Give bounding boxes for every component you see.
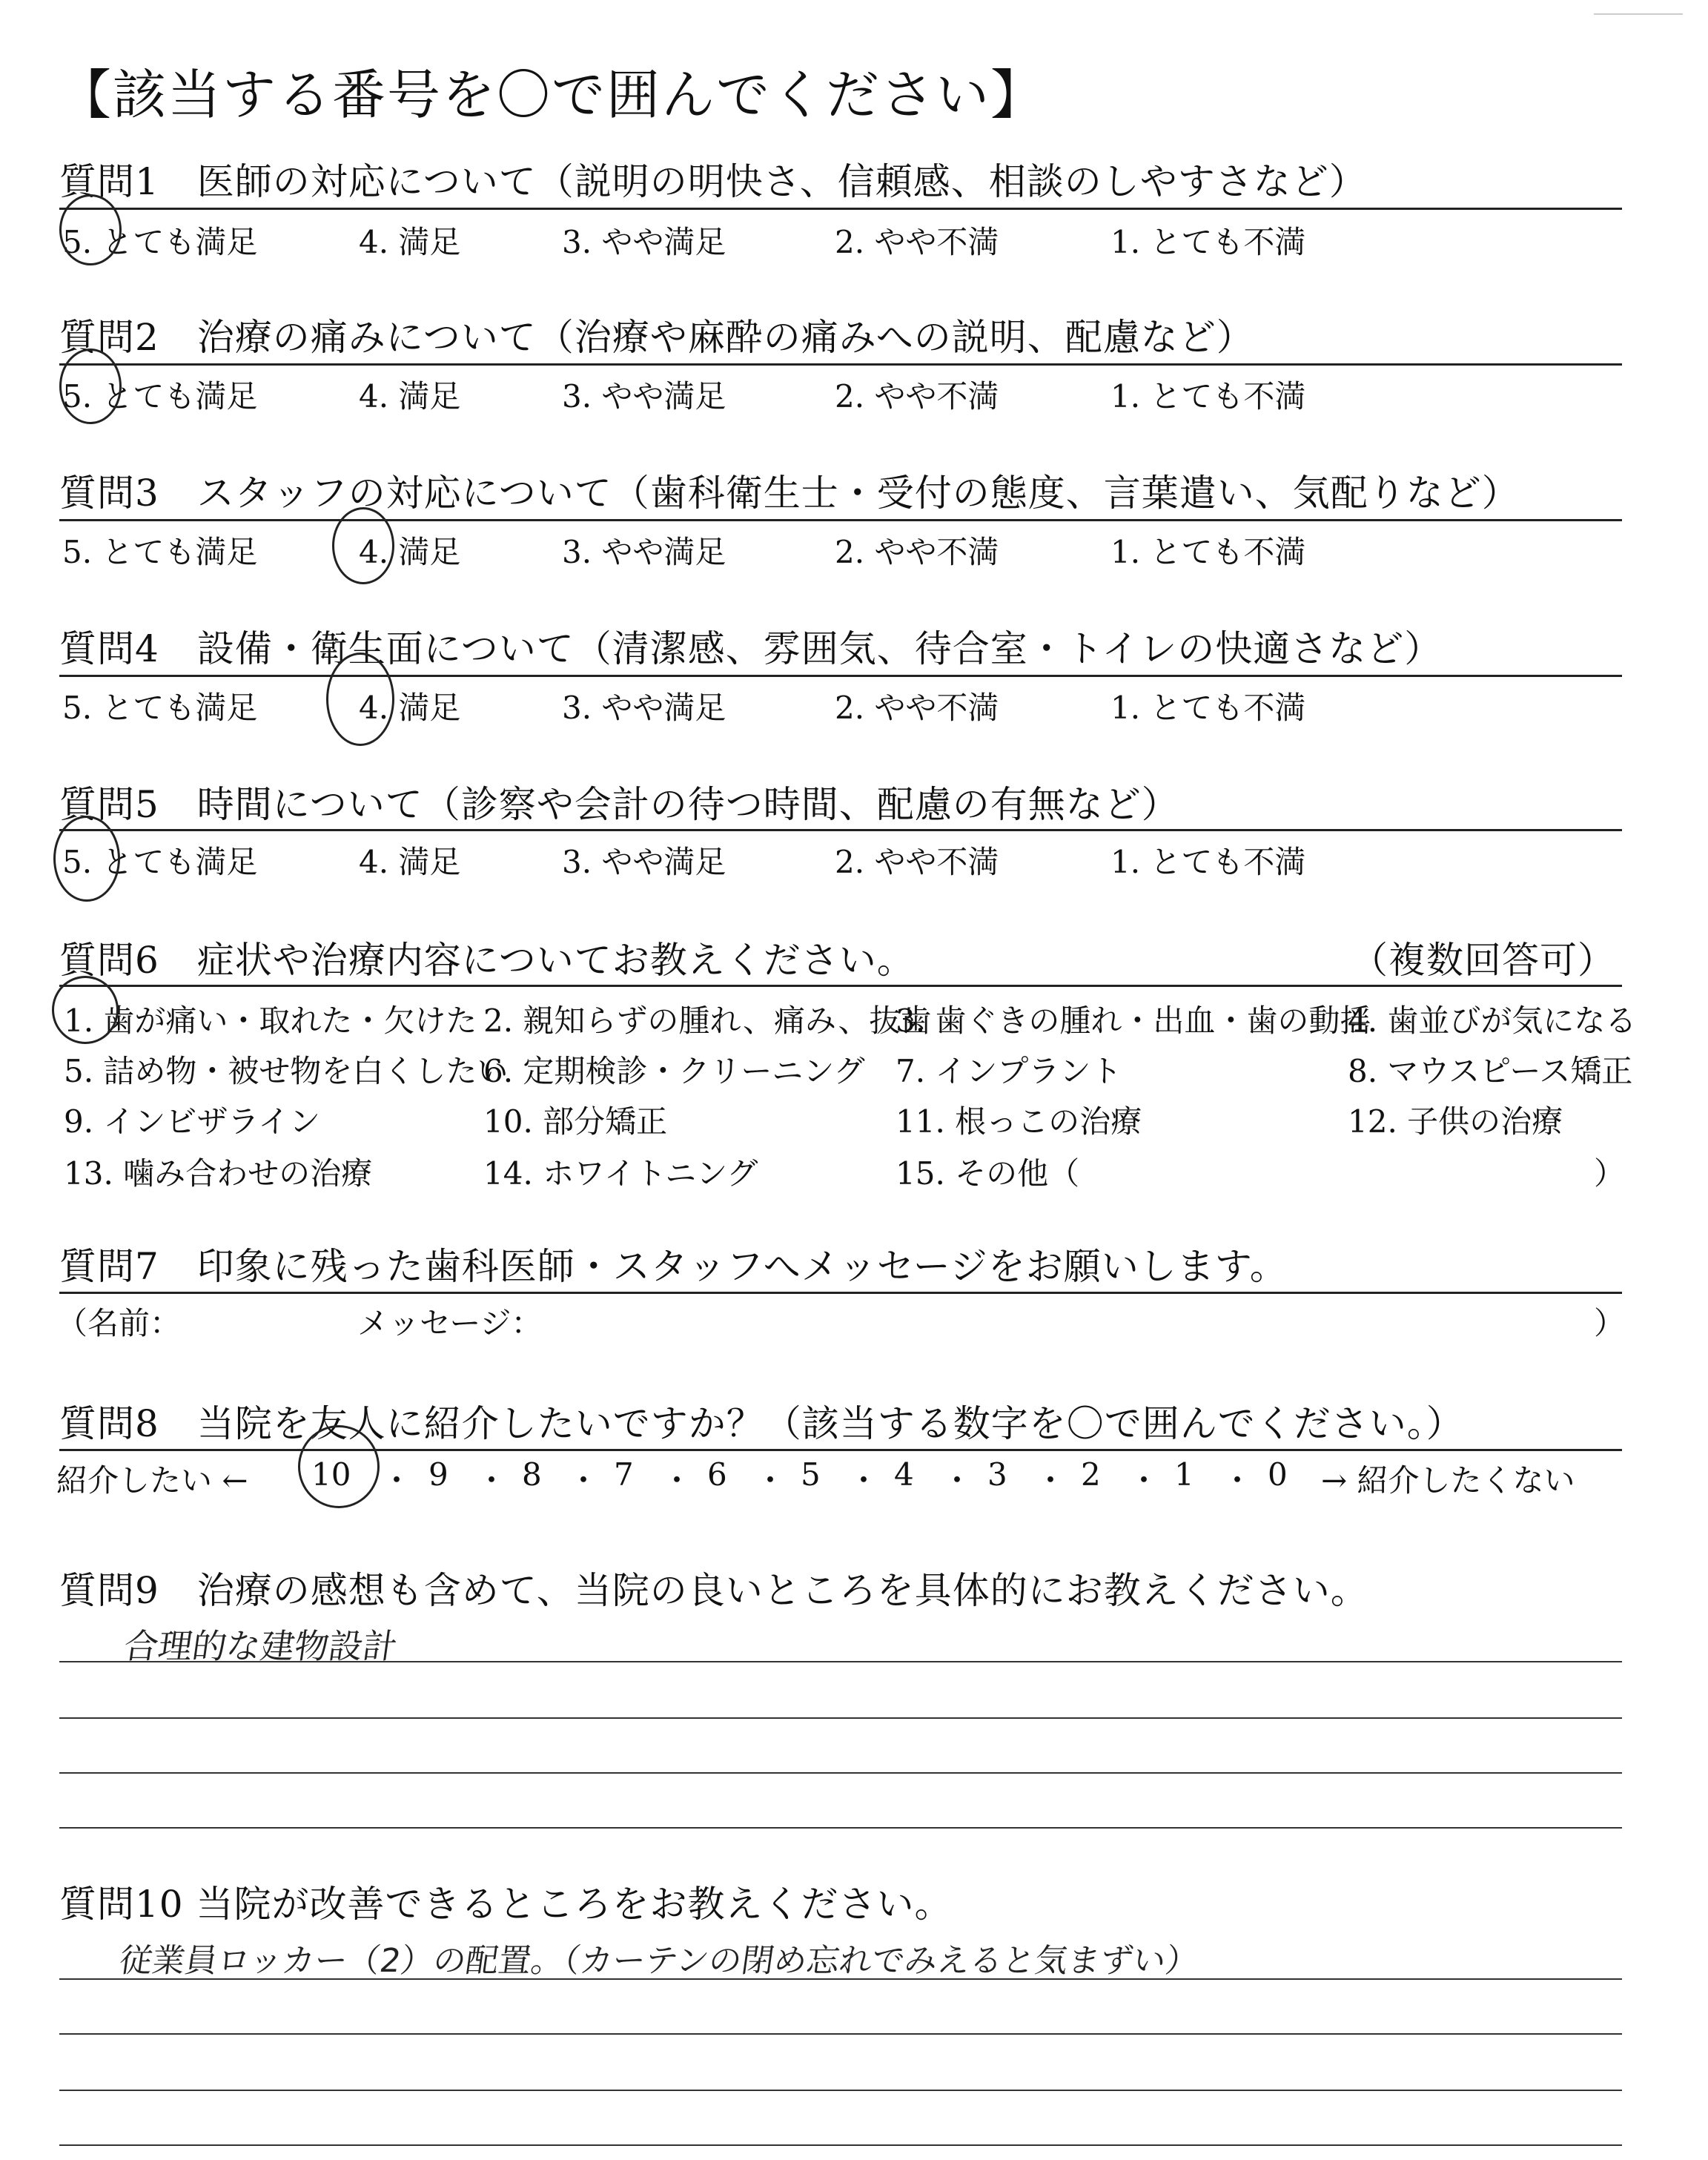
q6-selection-circle [52,976,119,1044]
q1-option-5[interactable]: 5. とても満足 [62,224,258,260]
q7-name-label: （名前： [56,1305,182,1341]
q6-option-5[interactable]: 5. 詰め物・被せ物を白くしたい [64,1053,509,1089]
q8-left-label: 紹介したい ← [56,1462,248,1499]
q9-answer-line [59,1717,1622,1719]
q6-option-13[interactable]: 13. 噛み合わせの治療 [64,1155,373,1192]
q5-option-1[interactable]: 1. とても不満 [1110,844,1306,880]
q9-answer-line [59,1827,1622,1829]
q2-selection-circle [59,349,122,424]
q1-option-4[interactable]: 4. 満足 [359,224,461,260]
question-5-rule [59,829,1622,831]
q8-dot: ・ [381,1462,413,1499]
q4-option-2[interactable]: 2. やや不満 [835,690,999,726]
q1-selection-circle [59,194,122,265]
question-4-rule [59,675,1622,677]
q7-message-label: メッセージ： [357,1305,543,1341]
q5-selection-circle [53,816,120,902]
q6-option-15-close: ） [1594,1155,1626,1192]
q3-option-1[interactable]: 1. とても不満 [1110,534,1306,570]
question-4-title: 質問4 設備・衛生面について（清潔感、雰囲気、待合室・トイレの快適さなど） [59,627,1443,670]
question-3-rule [59,519,1622,521]
question-3-title: 質問3 スタッフの対応について（歯科衛生士・受付の態度、言葉遣い、気配りなど） [59,472,1520,515]
form-header: 【該当する番号を〇で囲んでください】 [58,64,1046,126]
q6-option-1[interactable]: 1. 歯が痛い・取れた・欠けた [64,1003,477,1039]
q6-option-11[interactable]: 11. 根っこの治療 [896,1103,1142,1140]
q8-dot: ・ [476,1462,508,1499]
q10-answer-line [59,2090,1622,2091]
q6-option-8[interactable]: 8. マウスピース矯正 [1348,1053,1633,1089]
q6-option-6[interactable]: 6. 定期検診・クリーニング [483,1053,865,1089]
q4-option-1[interactable]: 1. とても不満 [1110,690,1306,726]
q5-option-4[interactable]: 4. 満足 [359,844,461,880]
q2-option-2[interactable]: 2. やや不満 [835,378,999,415]
q2-option-1[interactable]: 1. とても不満 [1110,378,1306,415]
q7-close-paren: ） [1594,1305,1626,1341]
q6-option-3[interactable]: 3. 歯ぐきの腫れ・出血・歯の動揺 [896,1003,1371,1039]
q8-score-7[interactable]: 7 [614,1456,634,1493]
q3-option-3[interactable]: 3. やや満足 [562,534,726,570]
q9-answer-line [59,1772,1622,1774]
q8-dot: ・ [1128,1462,1160,1499]
q6-option-12[interactable]: 12. 子供の治療 [1348,1103,1563,1140]
question-2-rule [59,363,1622,366]
q6-option-7[interactable]: 7. インプラント [896,1053,1122,1089]
question-1-rule [59,208,1622,210]
q8-score-10[interactable]: 10 [311,1456,351,1493]
q5-option-2[interactable]: 2. やや不満 [835,844,999,880]
q3-selection-circle [332,507,394,584]
q8-score-1[interactable]: 1 [1174,1456,1194,1493]
q8-right-label: → 紹介したくない [1321,1462,1575,1499]
q10-answer-line [59,2144,1622,2146]
q8-score-3[interactable]: 3 [987,1456,1007,1493]
q8-dot: ・ [1222,1462,1254,1499]
q1-option-3[interactable]: 3. やや満足 [562,224,726,260]
q8-score-6[interactable]: 6 [707,1456,727,1493]
q9-answer-text[interactable]: 合理的な建物設計 [121,1626,400,1666]
q2-option-5[interactable]: 5. とても満足 [62,378,258,415]
question-2-title: 質問2 治療の痛みについて（治療や麻酔の痛みへの説明、配慮など） [59,316,1254,359]
q6-option-14[interactable]: 14. ホワイトニング [483,1155,758,1192]
q10-answer-line [59,2033,1622,2035]
q6-option-9[interactable]: 9. インビザライン [64,1103,321,1140]
q8-selection-circle [298,1425,380,1508]
q6-option-10[interactable]: 10. 部分矯正 [483,1103,668,1140]
q7-name-field[interactable] [222,1294,311,1338]
q4-option-3[interactable]: 3. やや満足 [562,690,726,726]
question-10-title: 質問10 当院が改善できるところをお教えください。 [59,1883,953,1926]
q7-message-field[interactable] [541,1294,1579,1338]
question-8-title: 質問8 当院を友人に紹介したいですか？（該当する数字を〇で囲んでください。） [59,1402,1464,1445]
q8-score-0[interactable]: 0 [1268,1456,1288,1493]
q4-selection-circle [326,653,394,746]
q3-option-5[interactable]: 5. とても満足 [62,534,258,570]
question-1-title: 質問1 医師の対応について（説明の明快さ、信頼感、相談のしやすさなど） [59,160,1367,203]
q8-dot: ・ [661,1462,693,1499]
q8-dot: ・ [755,1462,787,1499]
q6-option-15[interactable]: 15. その他（ [896,1155,1080,1192]
q8-score-9[interactable]: 9 [428,1456,448,1493]
question-9-title: 質問9 治療の感想も含めて、当院の良いところを具体的にお教えください。 [59,1569,1368,1612]
question-6-title: 質問6 症状や治療内容についてお教えください。 [59,939,915,982]
q8-dot: ・ [568,1462,600,1499]
q3-option-4[interactable]: 4. 満足 [359,534,461,570]
q8-score-2[interactable]: 2 [1081,1456,1101,1493]
q2-option-3[interactable]: 3. やや満足 [562,378,726,415]
question-5-title: 質問5 時間について（診察や会計の待つ時間、配慮の有無など） [59,783,1179,826]
q8-score-5[interactable]: 5 [801,1456,821,1493]
question-8-rule [59,1449,1622,1451]
q4-option-4[interactable]: 4. 満足 [359,690,461,726]
q8-dot: ・ [848,1462,880,1499]
q2-option-4[interactable]: 4. 満足 [359,378,461,415]
q4-option-5[interactable]: 5. とても満足 [62,690,258,726]
q1-option-2[interactable]: 2. やや不満 [835,224,999,260]
question-6-rule [59,985,1622,987]
scan-edge-mark [1594,13,1683,15]
q5-option-5[interactable]: 5. とても満足 [62,844,258,880]
q5-option-3[interactable]: 3. やや満足 [562,844,726,880]
q6-option-4[interactable]: 4. 歯並びが気になる [1348,1003,1637,1039]
question-6-note: （複数回答可） [1351,939,1615,982]
q8-score-8[interactable]: 8 [522,1456,542,1493]
q1-option-1[interactable]: 1. とても不満 [1110,224,1306,260]
q3-option-2[interactable]: 2. やや不満 [835,534,999,570]
question-7-title: 質問7 印象に残った歯科医師・スタッフへメッセージをお願いします。 [59,1245,1288,1288]
q8-dot: ・ [941,1462,973,1499]
q8-score-4[interactable]: 4 [894,1456,914,1493]
q10-answer-text[interactable]: 従業員ロッカー（2）の配置。（カーテンの閉め忘れでみえると気まずい） [116,1942,1201,1980]
q8-dot: ・ [1035,1462,1067,1499]
q6-option-2[interactable]: 2. 親知らずの腫れ、痛み、抜歯 [483,1003,932,1039]
